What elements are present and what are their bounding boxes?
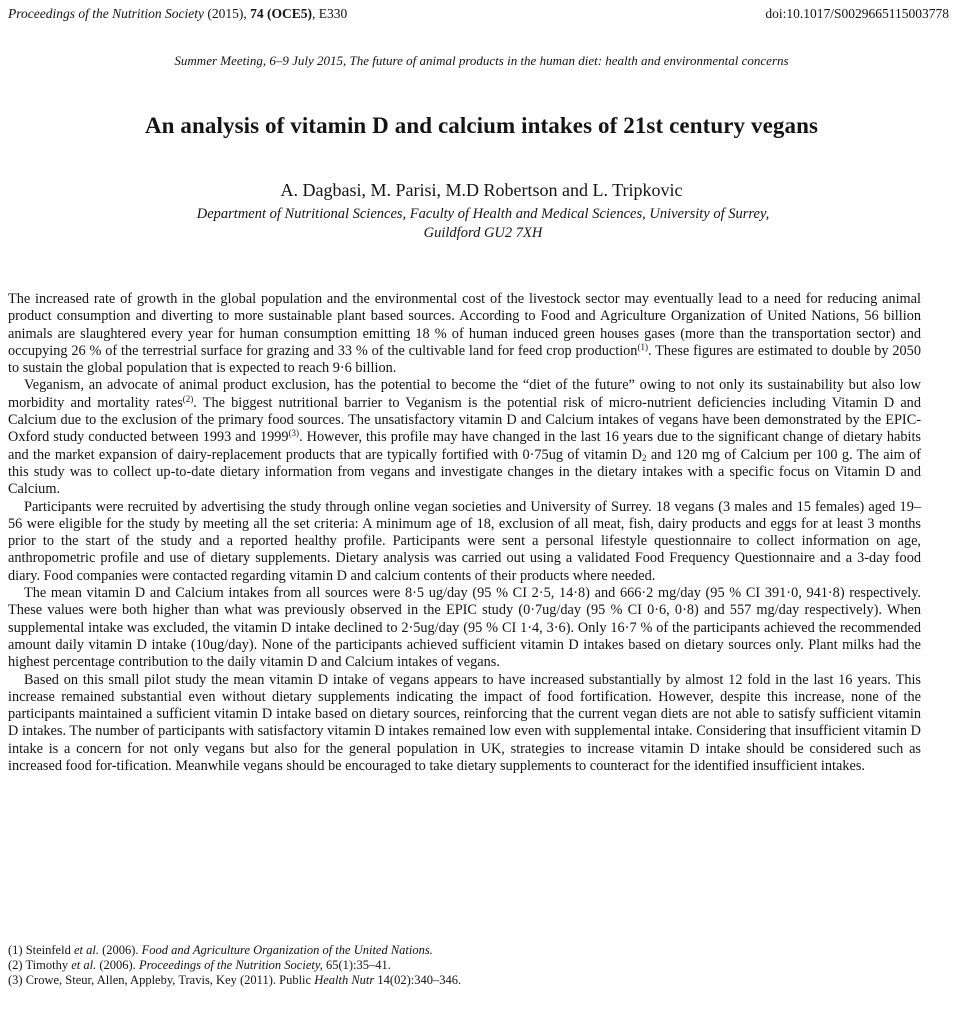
reference-1 xyxy=(8,943,921,958)
affiliation-line-1: Department of Nutritional Sciences, Faculty of Health and Medical Sciences, University of Surrey, xyxy=(196,206,770,222)
reference-2 xyxy=(8,958,921,973)
p2-text-b: . The biggest nutritional barrier to Veganism is the potential risk of micro-nutrient deficiencies including Vitamin D and Calcium due to the exclusion of the primary food sources. The unsatisfactory vitamin D and Calcium intakes of vegans have been demonstrated by the EPIC-Oxford study conducted between 1993 and 1999 xyxy=(8,394,921,446)
ref-year: (2011). Public xyxy=(236,973,315,987)
paper-title: An analysis of vitamin D and calcium intakes of 21st century vegans xyxy=(144,113,819,138)
affiliation xyxy=(80,205,886,243)
authors: A. Dagbasi, M. Parisi, M.D Robertson and L. Tripkovic xyxy=(280,180,683,200)
ref-rest: 65(1):35–41. xyxy=(325,958,391,972)
ref-title: Proceedings of the Nutrition Society, xyxy=(138,958,326,972)
references xyxy=(8,943,921,988)
journal-name: Proceedings of the Nutrition Society xyxy=(8,6,204,21)
paragraph-conclusion: Based on this small pilot study the mean vitamin D intake of vegans appears to have increased substantially by almost 12 fold in the last 16 years. This increase remained substantial even without dietary supplements indicating the impact of food fortification. However, despite this increase, none of the participants maintained a sufficient vitamin D intake based on dietary sources, reinforcing that the current vegan diets are not able to satisfy sufficient vitamin D intakes. The number of participants with satisfactory vitamin D intakes remained low even with supplemental intake. Considering that insufficient vitamin D intake is a concern for not only vegans but also for the general population in UK, strategies to increase vitamin D intake should be considered such as increased food for-tification. Meanwhile vegans should be encouraged to take dietary supplements to counteract for the identified insufficient intakes. xyxy=(8,671,921,775)
ref-etal: et al. xyxy=(73,943,99,957)
citation-1: (1) xyxy=(637,341,648,352)
ref-authors: Steinfeld xyxy=(25,943,74,957)
journal-page: , E330 xyxy=(311,6,348,21)
ref-num: (3) xyxy=(8,973,26,987)
paragraph-results: The mean vitamin D and Calcium intakes from all sources were 8·5 ug/day (95 % CI 2·5, 14·8) and 666·2 mg/day (95 % CI 391·0, 941·8) respectively. These values were both higher than what was previously observed in the EPIC study (0·7ug/day (95 % CI 0·6, 0·8) and 557 mg/day respectively). When supplemental intake was excluded, the vitamin D intake declined to 2·5ug/day (95 % CI 1·4, 3·6). Only 16·7 % of the participants achieved the recommended amount daily vitamin D intake (10ug/day). None of the participants achieved sufficient vitamin D intakes based on dietary sources only. Plant milks had the highest percentage contribution to the daily vitamin D and Calcium intakes of vegans. xyxy=(8,585,921,671)
journal-year: (2015), xyxy=(207,6,247,21)
affiliation-line-2: Guildford GU2 7XH xyxy=(423,225,543,241)
meeting-line: Summer Meeting, 6–9 July 2015, The future of animal products in the human diet: health and environmental concerns xyxy=(174,53,789,68)
ref-title: Health Nutr xyxy=(314,973,378,987)
subscript-2: 2 xyxy=(642,452,647,463)
journal-volume: 74 (OCE5) xyxy=(250,6,312,21)
ref-authors: Crowe, Steur, Allen, Appleby, Travis, Key xyxy=(25,973,237,987)
paragraph-methods: Participants were recruited by advertising the study through online vegan societies and University of Surrey. 18 vegans (3 males and 15 females) aged 19–56 were eligible for the study by meeting all the set criteria: A minimum age of 18, exclusion of all meat, fish, dairy products and eggs for at least 3 months prior to the start of the study and a reported healthy profile. Participants were sent a personal lifestyle questionnaire to collect information on age, anthropometric profile and use of dietary supplements. Dietary analysis was carried out using a validated Food Frequency Questionnaire and a 3-day food diary. Food companies were contacted regarding vitamin D and calcium contents of their products where needed. xyxy=(8,498,921,584)
p2-text-c: . However, this profile may have changed in the last 16 years due to the significant change of dietary habits and the market expansion of dairy-replacement products that are typically fortified with 0·75ug of vitamin D xyxy=(8,429,921,463)
citation-2: (2) xyxy=(182,393,194,404)
citation-3: (3) xyxy=(288,428,300,439)
ref-authors: Timothy xyxy=(25,958,72,972)
reference-3 xyxy=(8,973,921,988)
journal-citation xyxy=(8,6,347,22)
ref-year: (2006). xyxy=(96,958,139,972)
p2-text-d: and 120 mg of Calcium per 100 g. The aim of this study was to collect up-to-date dietary information from vegans and investigate changes in the dietary intakes with a specific focus on Vitamin D and Calcium. xyxy=(8,446,921,498)
p1-text-b: . These figures are estimated to double by 2050 to sustain the global population that is expected to reach 9·6 billion. xyxy=(8,342,921,377)
ref-num: (2) xyxy=(8,958,26,972)
p2-text-a: Veganism, an advocate of animal product exclusion, has the potential to become the “diet of the future” owing to not only its sustainability but also low morbidity and mortality rates xyxy=(8,377,921,411)
ref-title: Food and Agriculture Organization of the United Nations. xyxy=(141,943,433,957)
abstract-body xyxy=(8,291,921,775)
p1-text-a: The increased rate of growth in the global population and the environmental cost of the livestock sector may eventually lead to a need for reducing animal product consumption and diverting to more sustainable plant based sources. According to Food and Agriculture Organization of United Nations, 56 billion animals are slaughtered every year for human consumption emitting 18 % of human induced green houses gases (more than the transportation sector) and occupying 26 % of the terrestrial surface for grazing and 33 % of the cultivable land for feed crop production xyxy=(8,291,921,359)
ref-num: (1) xyxy=(8,943,26,957)
paragraph-veganism xyxy=(8,377,921,498)
ref-year: (2006). xyxy=(98,943,142,957)
ref-etal: et al. xyxy=(71,958,97,972)
ref-rest: 14(02):340–346. xyxy=(377,973,462,987)
doi: doi:10.1017/S0029665115003778 xyxy=(765,6,949,21)
paragraph-introduction xyxy=(8,291,921,377)
